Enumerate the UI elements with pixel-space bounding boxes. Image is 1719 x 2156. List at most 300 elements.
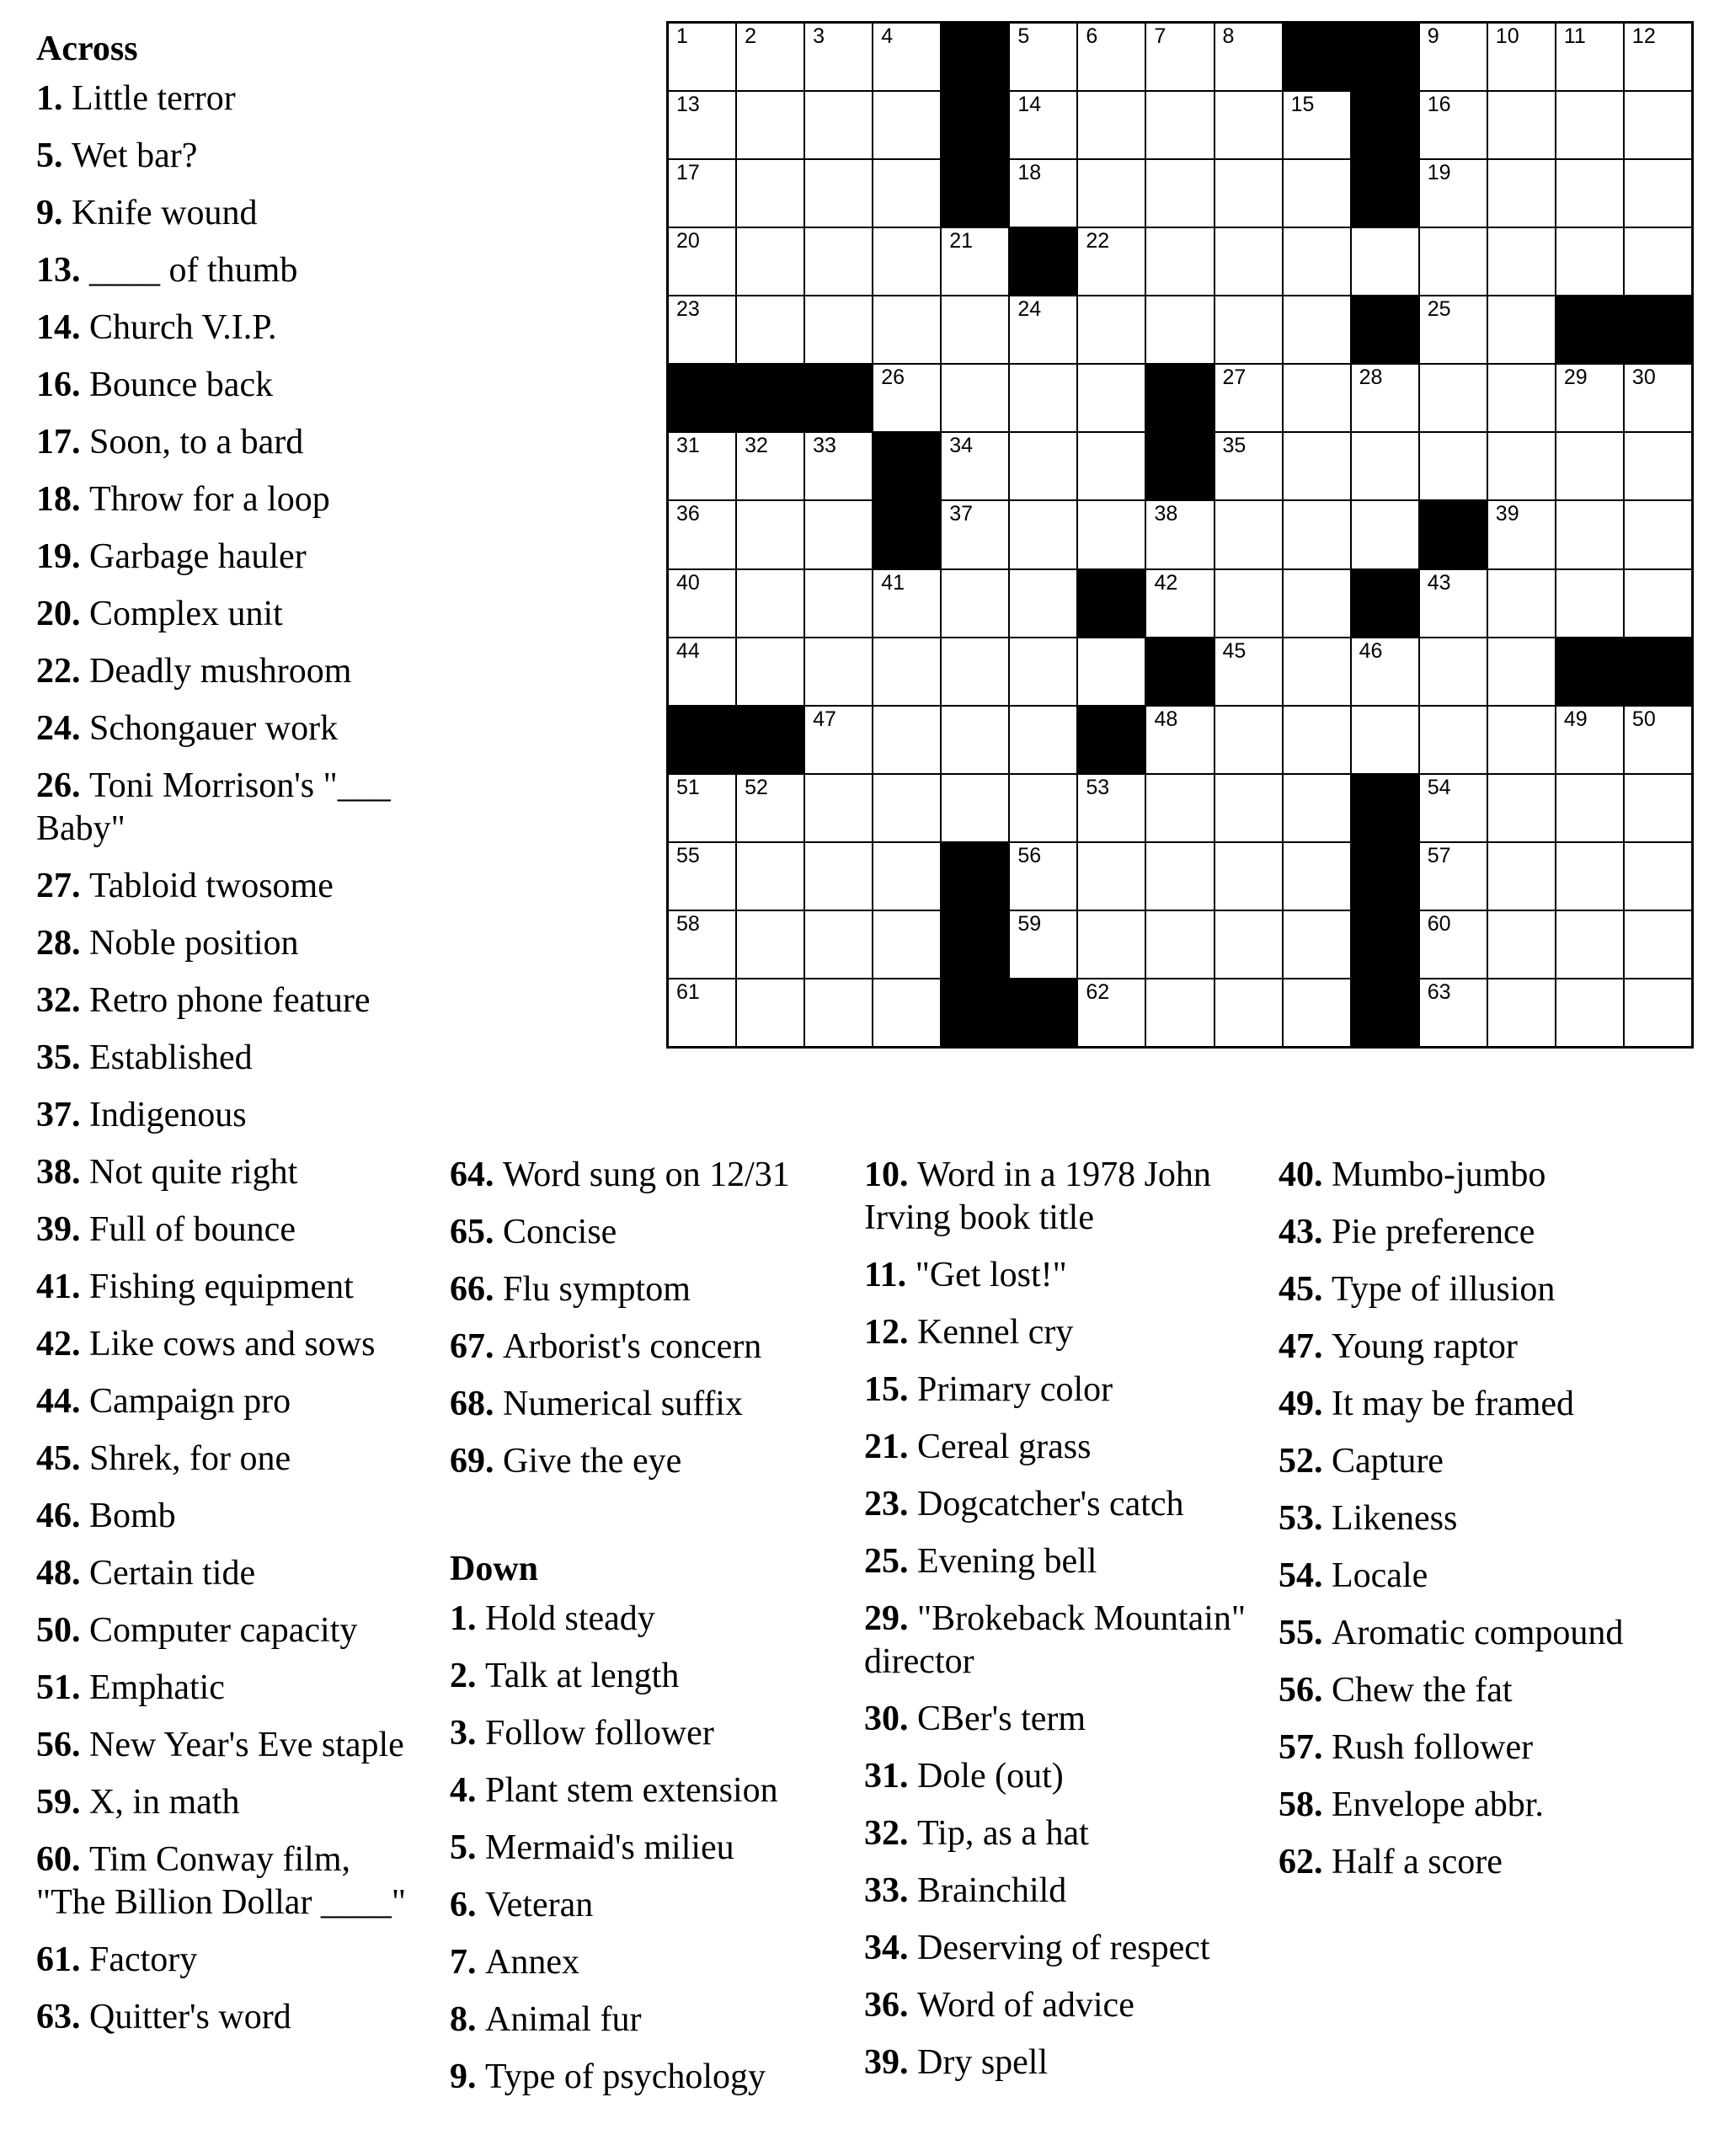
grid-cell[interactable] <box>737 775 803 841</box>
grid-cell[interactable] <box>1010 707 1076 773</box>
grid-cell[interactable] <box>1010 365 1076 431</box>
grid-cell[interactable] <box>1215 296 1282 363</box>
clue-down-43[interactable] <box>1279 1211 1683 1254</box>
clue-down-49[interactable] <box>1279 1383 1683 1426</box>
grid-cell[interactable] <box>1556 843 1623 910</box>
clue-across-20[interactable] <box>36 593 424 636</box>
clue-down-57[interactable] <box>1279 1726 1683 1769</box>
grid-cell[interactable] <box>669 638 735 705</box>
grid-cell[interactable] <box>1556 911 1623 978</box>
grid-cell[interactable] <box>1488 433 1555 499</box>
grid-cell[interactable] <box>1284 433 1350 499</box>
grid-cell[interactable] <box>873 707 940 773</box>
grid-cell[interactable] <box>805 775 872 841</box>
grid-cell[interactable] <box>1146 979 1213 1046</box>
grid-cell[interactable] <box>873 296 940 363</box>
grid-cell[interactable] <box>1420 433 1487 499</box>
clue-text: Likeness <box>1332 1499 1458 1538</box>
clue-across-18[interactable] <box>36 478 424 521</box>
grid-cell[interactable] <box>669 24 735 90</box>
grid-cell[interactable] <box>1010 160 1076 227</box>
grid-cell[interactable] <box>1146 501 1213 568</box>
clue-across-46[interactable] <box>36 1495 424 1538</box>
clue-across-28[interactable] <box>36 922 424 965</box>
clue-down-2[interactable] <box>450 1655 846 1698</box>
grid-cell[interactable] <box>1215 24 1282 90</box>
grid-cell[interactable] <box>1010 92 1076 158</box>
grid-cell[interactable] <box>737 433 803 499</box>
clue-down-6[interactable] <box>450 1884 846 1927</box>
black-square <box>1625 296 1691 363</box>
grid-cell[interactable] <box>1420 979 1487 1046</box>
clue-across-14[interactable] <box>36 307 424 350</box>
grid-cell[interactable] <box>805 296 872 363</box>
cell-number: 50 <box>1631 707 1656 731</box>
grid-cell[interactable] <box>1078 979 1145 1046</box>
black-square <box>1556 296 1623 363</box>
grid-cell[interactable] <box>1146 775 1213 841</box>
grid-cell[interactable] <box>737 296 803 363</box>
clue-down-10[interactable] <box>864 1154 1260 1240</box>
grid-cell[interactable] <box>873 24 940 90</box>
grid-cell[interactable] <box>1078 24 1145 90</box>
grid-cell[interactable] <box>1215 911 1282 978</box>
grid-cell[interactable] <box>942 775 1008 841</box>
grid-cell[interactable] <box>1556 501 1623 568</box>
grid-cell[interactable] <box>1556 160 1623 227</box>
grid-cell[interactable] <box>1625 24 1691 90</box>
grid-cell[interactable] <box>1420 92 1487 158</box>
grid-cell[interactable] <box>873 775 940 841</box>
clue-across-45[interactable] <box>36 1438 424 1481</box>
grid-cell[interactable] <box>1488 365 1555 431</box>
grid-cell[interactable] <box>1625 707 1691 773</box>
grid-cell[interactable] <box>1488 638 1555 705</box>
grid-cell[interactable] <box>1284 638 1350 705</box>
clue-across-69[interactable] <box>450 1440 846 1483</box>
clue-text: Deadly mushroom <box>89 652 352 691</box>
grid-cell[interactable] <box>1078 433 1145 499</box>
grid-cell[interactable] <box>1010 843 1076 910</box>
grid-cell[interactable] <box>1010 296 1076 363</box>
clue-across-44[interactable] <box>36 1380 424 1423</box>
clue-text: Chew the fat <box>1332 1671 1513 1710</box>
grid-cell[interactable] <box>1556 775 1623 841</box>
grid-cell[interactable] <box>737 92 803 158</box>
grid-cell[interactable] <box>1284 228 1350 295</box>
clue-down-53[interactable] <box>1279 1497 1683 1540</box>
grid-cell[interactable] <box>1146 228 1213 295</box>
grid-cell[interactable] <box>1352 501 1418 568</box>
clue-down-62[interactable] <box>1279 1841 1683 1884</box>
clue-down-32[interactable] <box>864 1812 1260 1855</box>
grid-cell[interactable] <box>1078 911 1145 978</box>
grid-cell[interactable] <box>737 24 803 90</box>
clue-across-17[interactable] <box>36 421 424 464</box>
grid-cell[interactable] <box>669 160 735 227</box>
grid-cell[interactable] <box>1078 296 1145 363</box>
clue-down-54[interactable] <box>1279 1555 1683 1598</box>
clue-across-67[interactable] <box>450 1326 846 1369</box>
clue-down-36[interactable] <box>864 1984 1260 2027</box>
grid-cell[interactable] <box>1215 228 1282 295</box>
clue-across-37[interactable] <box>36 1094 424 1137</box>
grid-cell[interactable] <box>1352 707 1418 773</box>
clue-across-27[interactable] <box>36 865 424 908</box>
clue-across-42[interactable] <box>36 1323 424 1366</box>
clue-text: Capture <box>1332 1442 1444 1481</box>
clue-across-64[interactable] <box>450 1154 846 1197</box>
grid-cell[interactable] <box>1488 296 1555 363</box>
clue-across-24[interactable] <box>36 707 424 750</box>
grid-cell[interactable] <box>873 228 940 295</box>
grid-cell[interactable] <box>873 92 940 158</box>
black-square <box>942 160 1008 227</box>
grid-cell[interactable] <box>1215 433 1282 499</box>
clue-down-8[interactable] <box>450 1999 846 2041</box>
clue-across-13[interactable] <box>36 249 424 292</box>
clue-down-3[interactable] <box>450 1712 846 1755</box>
grid-cell[interactable] <box>1284 160 1350 227</box>
grid-cell[interactable] <box>1215 707 1282 773</box>
clue-down-12[interactable] <box>864 1311 1260 1354</box>
clue-across-35[interactable] <box>36 1037 424 1080</box>
clue-number: 29. <box>864 1599 909 1638</box>
grid-cell[interactable] <box>1146 911 1213 978</box>
grid-cell[interactable] <box>1556 433 1623 499</box>
grid-cell[interactable] <box>669 911 735 978</box>
grid-cell[interactable] <box>1420 24 1487 90</box>
black-square <box>1010 979 1076 1046</box>
grid-cell[interactable] <box>942 296 1008 363</box>
grid-cell[interactable] <box>1215 638 1282 705</box>
grid-cell[interactable] <box>1352 228 1418 295</box>
grid-cell[interactable] <box>1488 501 1555 568</box>
grid-cell[interactable] <box>1284 775 1350 841</box>
grid-cell[interactable] <box>1420 570 1487 637</box>
grid-cell[interactable] <box>1284 501 1350 568</box>
clue-across-5[interactable] <box>36 135 424 178</box>
grid-cell[interactable] <box>1420 843 1487 910</box>
grid-cell[interactable] <box>737 570 803 637</box>
clue-down-40[interactable] <box>1279 1154 1683 1197</box>
grid-cell[interactable] <box>1215 843 1282 910</box>
grid-cell[interactable] <box>1625 843 1691 910</box>
clue-across-50[interactable] <box>36 1609 424 1652</box>
grid-cell[interactable] <box>1556 228 1623 295</box>
grid-cell[interactable] <box>873 160 940 227</box>
clue-down-30[interactable] <box>864 1698 1260 1741</box>
clue-down-31[interactable] <box>864 1755 1260 1798</box>
grid-cell[interactable] <box>1284 365 1350 431</box>
clue-across-48[interactable] <box>36 1552 424 1595</box>
grid-cell[interactable] <box>737 911 803 978</box>
grid-cell[interactable] <box>1078 638 1145 705</box>
grid-cell[interactable] <box>1420 775 1487 841</box>
grid-cell[interactable] <box>1420 911 1487 978</box>
grid-cell[interactable] <box>1625 92 1691 158</box>
grid-cell[interactable] <box>669 296 735 363</box>
grid-cell[interactable] <box>1352 365 1418 431</box>
clue-across-61[interactable] <box>36 1939 424 1982</box>
cell-number: 7 <box>1154 24 1166 48</box>
clue-down-11[interactable] <box>864 1254 1260 1297</box>
grid-cell[interactable] <box>873 638 940 705</box>
clue-number: 57. <box>1279 1728 1323 1767</box>
grid-cell[interactable] <box>873 911 940 978</box>
grid-cell[interactable] <box>1352 638 1418 705</box>
grid-cell[interactable] <box>873 843 940 910</box>
grid-cell[interactable] <box>1146 24 1213 90</box>
grid-cell[interactable] <box>1215 160 1282 227</box>
grid-cell[interactable] <box>1556 365 1623 431</box>
grid-cell[interactable] <box>1284 911 1350 978</box>
grid-cell[interactable] <box>1488 160 1555 227</box>
clue-number: 31. <box>864 1757 909 1796</box>
clue-across-41[interactable] <box>36 1266 424 1309</box>
grid-cell[interactable] <box>1215 979 1282 1046</box>
grid-cell[interactable] <box>737 228 803 295</box>
clue-text: Envelope abbr. <box>1332 1785 1544 1824</box>
black-square <box>873 433 940 499</box>
grid-cell[interactable] <box>805 638 872 705</box>
grid-cell[interactable] <box>1556 24 1623 90</box>
grid-cell[interactable] <box>873 570 940 637</box>
grid-cell[interactable] <box>1215 775 1282 841</box>
clue-across-51[interactable] <box>36 1667 424 1710</box>
grid-cell[interactable] <box>669 433 735 499</box>
grid-cell[interactable] <box>1215 570 1282 637</box>
grid-cell[interactable] <box>1556 92 1623 158</box>
grid-cell[interactable] <box>942 570 1008 637</box>
grid-cell[interactable] <box>1488 24 1555 90</box>
grid-cell[interactable] <box>873 365 940 431</box>
grid-cell[interactable] <box>1420 638 1487 705</box>
grid-cell[interactable] <box>1010 911 1076 978</box>
grid-cell[interactable] <box>1010 638 1076 705</box>
clue-across-39[interactable] <box>36 1209 424 1251</box>
grid-cell[interactable] <box>1625 433 1691 499</box>
clue-across-9[interactable] <box>36 192 424 235</box>
clue-number: 32. <box>36 981 81 1020</box>
grid-cell[interactable] <box>1556 979 1623 1046</box>
grid-cell[interactable] <box>805 570 872 637</box>
grid-cell[interactable] <box>737 979 803 1046</box>
clue-down-56[interactable] <box>1279 1669 1683 1712</box>
grid-cell[interactable] <box>1146 707 1213 773</box>
grid-cell[interactable] <box>1146 160 1213 227</box>
grid-cell[interactable] <box>805 501 872 568</box>
grid-cell[interactable] <box>1078 501 1145 568</box>
black-square <box>1146 433 1213 499</box>
cell-number: 39 <box>1495 502 1519 526</box>
clue-down-34[interactable] <box>864 1927 1260 1970</box>
grid-cell[interactable] <box>1556 570 1623 637</box>
grid-cell[interactable] <box>1010 24 1076 90</box>
grid-cell[interactable] <box>669 979 735 1046</box>
clue-number: 3. <box>450 1714 477 1753</box>
clue-across-59[interactable] <box>36 1781 424 1824</box>
grid-cell[interactable] <box>1420 365 1487 431</box>
grid-cell[interactable] <box>1146 570 1213 637</box>
grid-cell[interactable] <box>1215 92 1282 158</box>
grid-cell[interactable] <box>1146 843 1213 910</box>
clue-across-22[interactable] <box>36 650 424 693</box>
grid-cell[interactable] <box>1284 979 1350 1046</box>
cell-number: 2 <box>745 24 756 48</box>
clue-across-26[interactable] <box>36 765 424 851</box>
grid-cell[interactable] <box>1488 911 1555 978</box>
clue-down-5[interactable] <box>450 1827 846 1870</box>
grid-cell[interactable] <box>805 979 872 1046</box>
grid-cell[interactable] <box>1078 843 1145 910</box>
grid-cell[interactable] <box>805 707 872 773</box>
grid-cell[interactable] <box>1146 296 1213 363</box>
clue-down-4[interactable] <box>450 1769 846 1812</box>
clue-down-21[interactable] <box>864 1426 1260 1469</box>
clue-number: 28. <box>36 924 81 963</box>
grid-cell[interactable] <box>1488 843 1555 910</box>
grid-cell[interactable] <box>1625 775 1691 841</box>
grid-cell[interactable] <box>669 228 735 295</box>
grid-cell[interactable] <box>1625 979 1691 1046</box>
clue-text: Mermaid's milieu <box>485 1828 734 1867</box>
grid-cell[interactable] <box>1625 501 1691 568</box>
grid-cell[interactable] <box>1625 911 1691 978</box>
clue-across-32[interactable] <box>36 979 424 1022</box>
grid-cell[interactable] <box>1078 92 1145 158</box>
clue-down-39[interactable] <box>864 2041 1260 2084</box>
cell-number: 1 <box>676 24 688 48</box>
clue-down-33[interactable] <box>864 1870 1260 1913</box>
grid-cell[interactable] <box>737 501 803 568</box>
clue-across-56[interactable] <box>36 1724 424 1767</box>
grid-cell[interactable] <box>942 638 1008 705</box>
grid-cell[interactable] <box>669 843 735 910</box>
grid-cell[interactable] <box>1284 843 1350 910</box>
grid-cell[interactable] <box>1284 707 1350 773</box>
grid-cell[interactable] <box>1625 228 1691 295</box>
clue-down-47[interactable] <box>1279 1326 1683 1369</box>
grid-cell[interactable] <box>669 501 735 568</box>
clue-down-58[interactable] <box>1279 1784 1683 1827</box>
grid-cell[interactable] <box>737 160 803 227</box>
grid-cell[interactable] <box>1078 228 1145 295</box>
clue-number: 17. <box>36 423 81 462</box>
grid-cell[interactable] <box>1146 92 1213 158</box>
grid-cell[interactable] <box>1488 775 1555 841</box>
grid-cell[interactable] <box>1625 365 1691 431</box>
clue-number: 35. <box>36 1038 81 1077</box>
grid-cell[interactable] <box>669 775 735 841</box>
grid-cell[interactable] <box>805 433 872 499</box>
black-square <box>737 707 803 773</box>
clue-text: Church V.I.P. <box>89 308 277 347</box>
grid-cell[interactable] <box>1488 570 1555 637</box>
grid-cell[interactable] <box>805 911 872 978</box>
clue-down-9[interactable] <box>450 2056 846 2099</box>
grid-cell[interactable] <box>805 24 872 90</box>
clue-down-45[interactable] <box>1279 1268 1683 1311</box>
grid-cell[interactable] <box>1420 228 1487 295</box>
clue-across-19[interactable] <box>36 536 424 579</box>
clue-across-60[interactable] <box>36 1838 424 1924</box>
clue-column-4 <box>1279 1154 1683 1898</box>
grid-cell[interactable] <box>1215 365 1282 431</box>
grid-cell[interactable] <box>1488 228 1555 295</box>
grid-cell[interactable] <box>669 92 735 158</box>
clue-down-7[interactable] <box>450 1941 846 1984</box>
grid-cell[interactable] <box>1215 501 1282 568</box>
clue-across-66[interactable] <box>450 1268 846 1311</box>
clue-down-55[interactable] <box>1279 1612 1683 1655</box>
grid-cell[interactable] <box>737 638 803 705</box>
clue-down-15[interactable] <box>864 1369 1260 1412</box>
grid-cell[interactable] <box>942 433 1008 499</box>
grid-cell[interactable] <box>737 843 803 910</box>
grid-cell[interactable] <box>1625 570 1691 637</box>
grid-cell[interactable] <box>1420 160 1487 227</box>
clue-down-29[interactable] <box>864 1598 1260 1684</box>
grid-cell[interactable] <box>805 228 872 295</box>
grid-cell[interactable] <box>1488 707 1555 773</box>
grid-cell[interactable] <box>805 160 872 227</box>
clue-down-25[interactable] <box>864 1540 1260 1583</box>
grid-cell[interactable] <box>1284 570 1350 637</box>
grid-cell[interactable] <box>1284 92 1350 158</box>
grid-cell[interactable] <box>942 228 1008 295</box>
cell-number: 28 <box>1359 366 1383 390</box>
clue-across-63[interactable] <box>36 1996 424 2039</box>
clue-across-68[interactable] <box>450 1383 846 1426</box>
grid-cell[interactable] <box>942 707 1008 773</box>
grid-cell[interactable] <box>1010 501 1076 568</box>
grid-cell[interactable] <box>1556 707 1623 773</box>
grid-cell[interactable] <box>1625 160 1691 227</box>
clue-down-1[interactable] <box>450 1598 846 1641</box>
grid-cell[interactable] <box>1010 433 1076 499</box>
grid-cell[interactable] <box>1010 570 1076 637</box>
clue-text: Quitter's word <box>89 1998 291 2036</box>
clue-number: 53. <box>1279 1499 1323 1538</box>
clue-across-16[interactable] <box>36 364 424 407</box>
grid-cell[interactable] <box>873 979 940 1046</box>
clue-number: 54. <box>1279 1556 1323 1595</box>
grid-cell[interactable] <box>1488 979 1555 1046</box>
grid-cell[interactable] <box>1352 433 1418 499</box>
cell-number: 23 <box>676 297 700 322</box>
grid-cell[interactable] <box>805 92 872 158</box>
grid-cell[interactable] <box>669 570 735 637</box>
clue-across-1[interactable] <box>36 77 424 120</box>
grid-cell[interactable] <box>942 365 1008 431</box>
clue-down-52[interactable] <box>1279 1440 1683 1483</box>
grid-cell[interactable] <box>1284 296 1350 363</box>
grid-cell[interactable] <box>1078 160 1145 227</box>
grid-cell[interactable] <box>805 843 872 910</box>
grid-cell[interactable] <box>1010 775 1076 841</box>
grid-cell[interactable] <box>1488 92 1555 158</box>
grid-cell[interactable] <box>1420 296 1487 363</box>
clue-across-65[interactable] <box>450 1211 846 1254</box>
clue-across-38[interactable] <box>36 1151 424 1194</box>
grid-cell[interactable] <box>1078 775 1145 841</box>
clue-down-23[interactable] <box>864 1483 1260 1526</box>
grid-cell[interactable] <box>942 501 1008 568</box>
grid-cell[interactable] <box>1078 365 1145 431</box>
grid-cell[interactable] <box>1420 707 1487 773</box>
black-square <box>1352 775 1418 841</box>
